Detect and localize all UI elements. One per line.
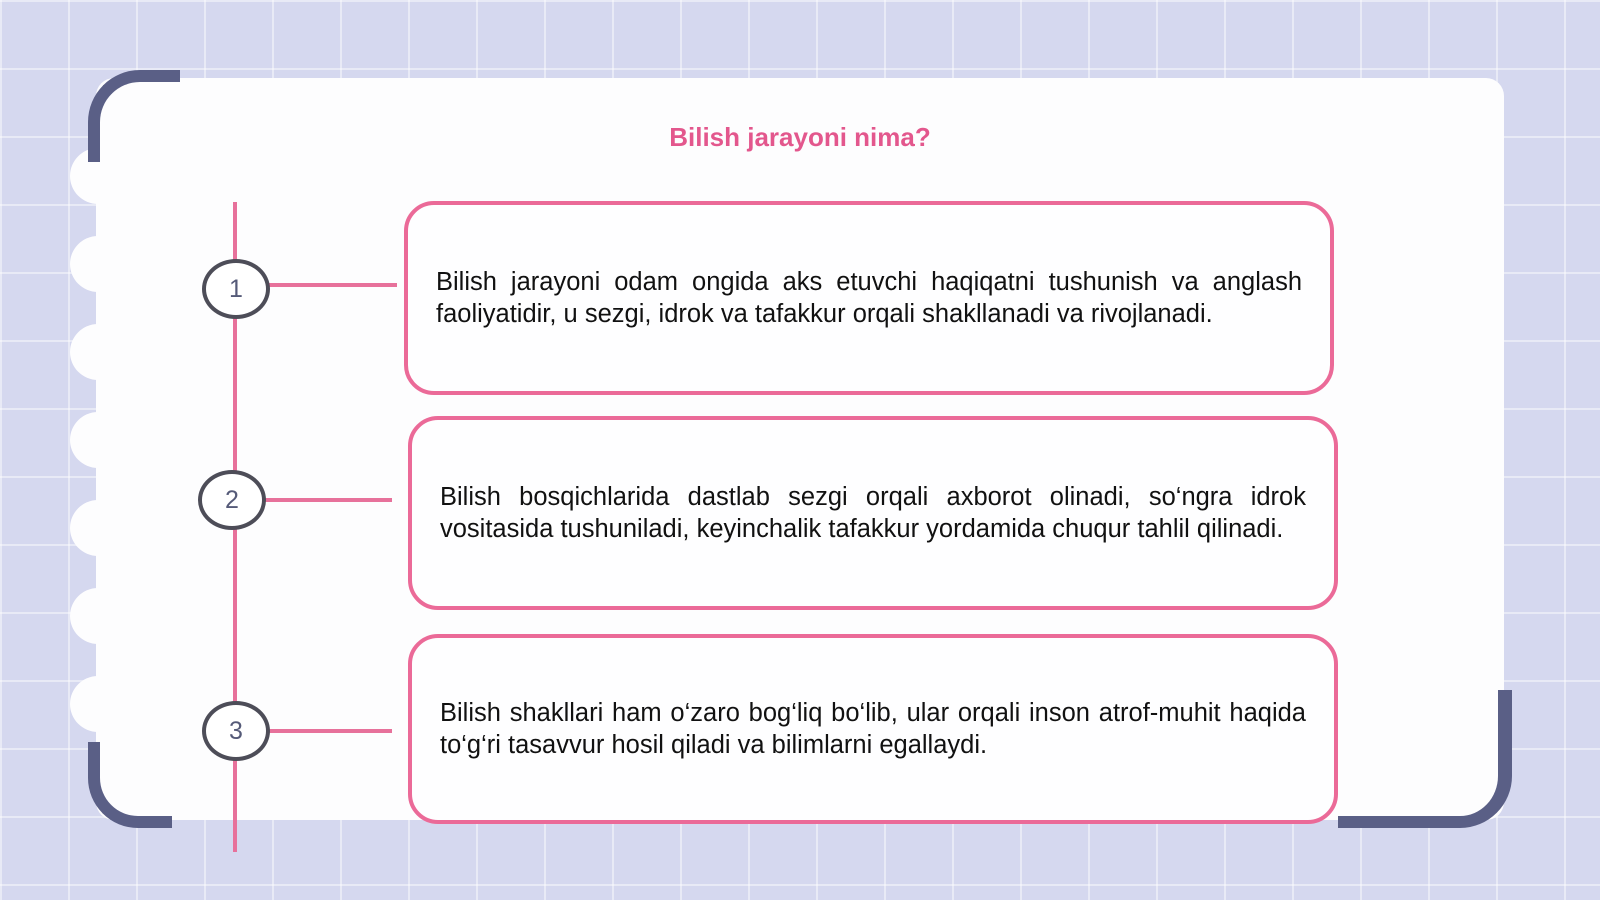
page-title: Bilish jarayoni nima? — [669, 122, 931, 152]
step-number-1: 1 — [202, 259, 270, 319]
card-scallop — [70, 324, 126, 380]
step-text-3: Bilish shakllari ham o‘zaro bog‘liq bo‘lib, ular orqali inson atrof-muhit haqida to‘g‘ri tasavvur hosil qiladi va bilimlarni egallaydi. — [440, 699, 1306, 759]
frame-corner-bottom-right — [1338, 690, 1512, 828]
step-number-3: 3 — [202, 701, 270, 761]
card-scallop — [70, 412, 126, 468]
step-text-2: Bilish bosqichlarida dastlab sezgi orqali axborot olinadi, so‘ngra idrok vositasida tushuniladi, keyinchalik tafakkur yordamida chuqur tahlil qilinadi. — [440, 483, 1306, 543]
step-box-2 — [408, 416, 1338, 610]
step-box-3 — [408, 634, 1338, 824]
step-text-1: Bilish jarayoni odam ongida aks etuvchi haqiqatni tushunish va anglash faoliyatidir, u sezgi, idrok va tafakkur orqali shakllanadi va rivojlanadi. — [436, 268, 1302, 328]
frame-corner-bottom-left — [88, 742, 172, 828]
card-scallop — [70, 676, 126, 732]
timeline-connector-1 — [262, 283, 397, 287]
card-scallop — [70, 236, 126, 292]
card-scallop — [70, 588, 126, 644]
timeline-connector-2 — [262, 498, 392, 502]
card-scallop — [70, 500, 126, 556]
step-box-1 — [404, 201, 1334, 395]
step-number-2: 2 — [198, 470, 266, 530]
timeline-connector-3 — [262, 729, 392, 733]
